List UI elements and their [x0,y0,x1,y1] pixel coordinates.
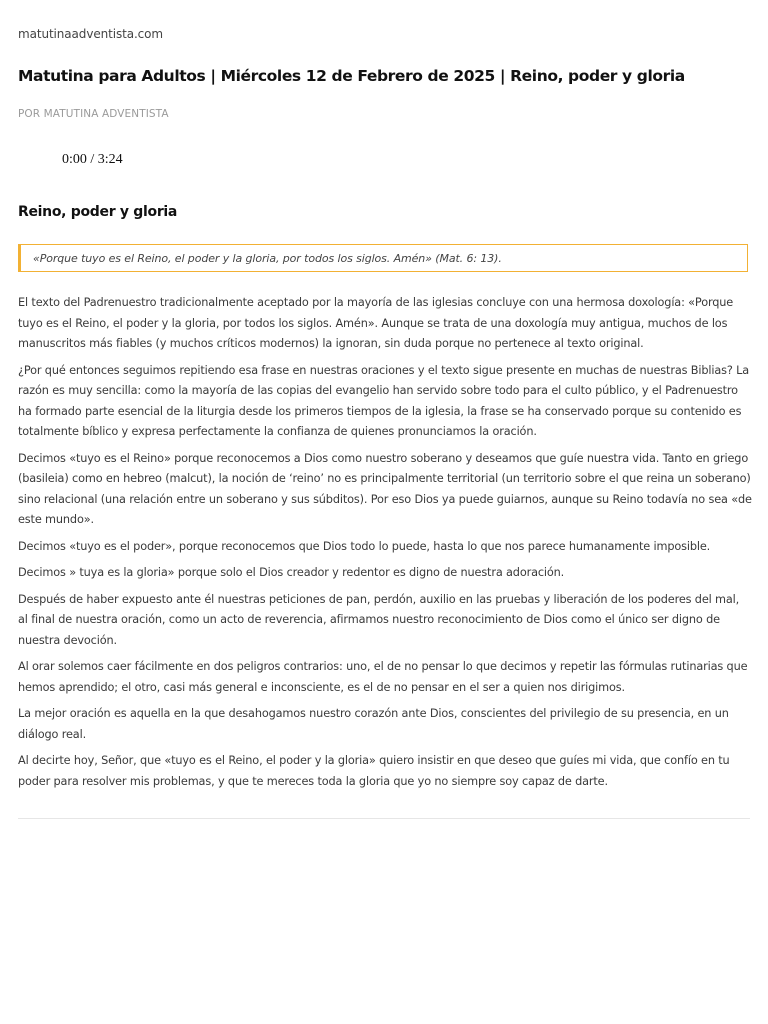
paragraph: El texto del Padrenuestro tradicionalmente aceptado por la mayoría de las iglesias concluye con una hermosa doxología: «Porque tuyo es el Reino, el poder y la gloria, por todos los siglos. Amén». Aunque se trata de una doxología muy antigua, muchos de los manuscritos más fiables (y muchos críticos modernos) la ignoran, sin duda porque no pertenece al texto original. [18,296,734,350]
bible-verse-quote [18,244,748,272]
paragraph: Decimos «tuyo es el poder», porque reconocemos que Dios todo lo puede, hasta lo que nos parece humanamente imposible. [18,539,711,553]
section-heading: Reino, poder y gloria [18,204,178,220]
paragraph: Después de haber expuesto ante él nuestras peticiones de pan, perdón, auxilio en las pruebas y liberación de los poderes del mal, al final de nuestra oración, como un acto de reverencia, afirmamos nuestro reconocimiento de Dios como el único ser digno de nuestra devoción. [18,592,740,647]
paragraph: Al orar solemos caer fácilmente en dos peligros contrarios: uno, el de no pensar lo que decimos y repetir las fórmulas rutinarias que hemos aprendido; el otro, casi más general e inconsciente, es el de no pensar en el ser a quien nos dirigimos. [18,660,748,694]
paragraph: Decimos » tuya es la gloria» porque solo el Dios creador y redentor es digno de nuestra adoración. [18,566,565,579]
author-byline[interactable]: POR MATUTINA ADVENTISTA [18,108,169,120]
paragraph: Al decirte hoy, Señor, que «tuyo es el Reino, el poder y la gloria» quiero insistir en que deseo que guíes mi vida, que confío en tu poder para resolver mis problemas, y que te mereces toda la gloria que yo no siempre soy capaz de darte. [18,754,730,788]
page-title: Matutina para Adultos | Miércoles 12 de Febrero de 2025 | Reino, poder y gloria [18,67,685,85]
article-body [18,293,752,798]
paragraph: La mejor oración es aquella en la que desahogamos nuestro corazón ante Dios, conscientes del privilegio de su presencia, en un diálogo real. [18,707,729,741]
audio-time-display: 0:00 / 3:24 [62,152,123,167]
paragraph: ¿Por qué entonces seguimos repitiendo esa frase en nuestras oraciones y el texto sigue presente en muchas de nuestras Biblias? La razón es muy sencilla: como la mayoría de las copias del evangelio han servido sobre todo para el culto público, y el Padrenuestro ha formado parte esencial de la liturgia desde los primeros tiempos de la iglesia, la frase se ha conservado porque su contenido es totalmente bíblico y expresa perfectamente la confianza de quienes pronunciamos la oración. [18,363,750,438]
content-divider [18,818,750,819]
site-domain[interactable]: matutinaadventista.com [18,27,164,41]
audio-player[interactable] [18,146,318,176]
paragraph: Decimos «tuyo es el Reino» porque reconocemos a Dios como nuestro soberano y deseamos que guíe nuestra vida. Tanto en griego (basileia) como en hebreo (malcut), la noción de ‘reino’ no es principalmente territorial (un territorio sobre el que reina un soberano) sino relacional (una relación entre un soberano y sus súbditos). Por eso Dios ya puede guiarnos, aunque su Reino todavía no sea «de este mundo». [18,451,752,526]
quote-text: «Porque tuyo es el Reino, el poder y la gloria, por todos los siglos. Amén» (Mat. 6: 13). [33,252,502,265]
